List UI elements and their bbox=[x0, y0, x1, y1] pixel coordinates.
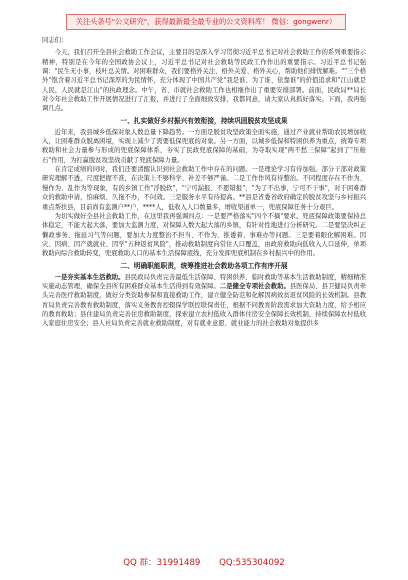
lead-phrase: 二是健全专项社会救助。 bbox=[219, 282, 290, 290]
promo-banner: 关注头条号"公文研究"，获得最新最全最专业的公文资料库！ 微信：gongwenr） bbox=[66, 14, 346, 30]
section-heading-1: 一、扎实做好乡村振兴有效衔接，持续巩固脱贫攻坚成果 bbox=[120, 116, 288, 125]
paragraph-text: 县民政局负责完善最低生活保障、特困供养、临时救助等基本生活救助制度，精细精准实施动态管理，确保全县所有困难群众基本生活得到有效保障。 bbox=[42, 273, 367, 290]
footer-qq-group: QQ 群：31991489 bbox=[123, 558, 201, 568]
salutation: 同志们： bbox=[42, 37, 68, 44]
footer-contact bbox=[0, 556, 408, 568]
footer-qq: QQ:535304092 bbox=[219, 558, 285, 568]
intro-paragraph: 今天，我们召开全县社会救助工作会议，主要目的是深入学习贯彻习近平总书记对社会救助工作的系列重要指示精神，特别是在今年的全国政协会议上，习近平总书记对社会救助等民政工作作出的重要指示。习近平总书记强调："民生无小事，枝叶总关情。对困难群众，我们要格外关注、格外关爱、格外关心，帮助他们排忧解难。""三个格外"饱含着习近平总书记深厚的为民情怀，充分体现了中国共产党"我是谁、为了谁、依靠谁"的价值追求和"江山就是人民，人民就是江山"的执政理念。中午，省、市就社会救助工作也相继作出了重要安排部署。前面，民政局**局长对今年社会救助工作开展情况进行了汇报，并进行了全面细致安排，我都同意，请大家认真抓好落实。下面，我再强调几点。 bbox=[42, 49, 366, 113]
paragraph: 为切实做好全县社会救助工作，在这里我再强调四点：一是要严格落实"四个不摘"要求。兜底保障政策要保持总体稳定，不能大起大落，要加大监测力度，对保障人数大起大落的乡镇，有针对性地进行分析研究。二是要坚决纠正懒政事务、拖延习气等问题，要加大力度整治不担当、不作为、推诿着、事难办等问题。三是要着眼化解困难。因灾、因病、因产就就业、因学"五种返贫风险"，推动救助制度向常住人口覆盖，由政府救助向低收入人口延伸，单项救助向综合救助转变，兜底救助人口的基本生活保障底线，充分发挥兜底机制在乡村振兴中的作用。 bbox=[42, 212, 366, 258]
paragraph: 近年来，我县城乡低保对象人数总量下降趋势。一方面是脱贫攻坚政策全面实施，通过产业就业帮助农民增加收入，让困难群众脱离困境，实现上减少了需要低保兜底的对象。另一方面，以城乡低保和特困供养为重点，统筹专项救助和社会力量参与形成的兜底保障体系，夯实了民政兜底保障的基础，为夺取实现"两不愁三保障"起到了"压舱石"作用，为打赢脱贫攻坚战贡献了兜底保障力量。 bbox=[42, 128, 366, 164]
section-heading-2: 二、明确职能职责，统筹推进社会救助各项工作有序开展 bbox=[120, 261, 288, 270]
paragraph: 在肯定成绩的同时，我们还要清醒认识到社会救助工作中存在的问题。一是理论学习有待加强。部分干部对政策研究理解不透，尺度把握不准，在决策上不够科学、补差不够严谨。二是工作作风有待整治。不同程度存在不作为、慢作为、乱作为等现象，有的乡镇工作"浮脱软"，"宁可漏报、不愿错报"，"为了不出事，宁可不干事"，对于困难群众的救助申请，怕麻烦、久拖不办，不问效。三是服务水平有待提高。**县是省委省政府确定的脱贫攻坚与乡村振兴重点帮扶县，目前尚有监测户**户，****人，低收入人口数量多，增收渠道单一，兜底保障任务十分艰巨。 bbox=[42, 166, 366, 211]
document-body bbox=[42, 36, 366, 329]
paragraph bbox=[42, 273, 366, 329]
paragraph-text: 县医保局、县卫健局负责牵头完善医疗救助制度，做好分类资助参保和直接救助工作，建立健全防范和化解因病致贫返贫风险的长效机制。县教育局负责完善教育救助制度，落实义务教育控辍保学联控联保责任，根据不同教育阶段需求加大资助力度，给予相应的教育救助；县住建局负责完善住房救助制度，探索建立农村低收入群体住房安全保障长效机制，持续保障农村低收入家庭住房安全；县人社局负责完善就业救助制度，对有就业意愿、就业能力的社会救助对象提供多 bbox=[42, 282, 367, 328]
lead-phrase: 一是夯实基本生活救助。 bbox=[54, 273, 125, 281]
